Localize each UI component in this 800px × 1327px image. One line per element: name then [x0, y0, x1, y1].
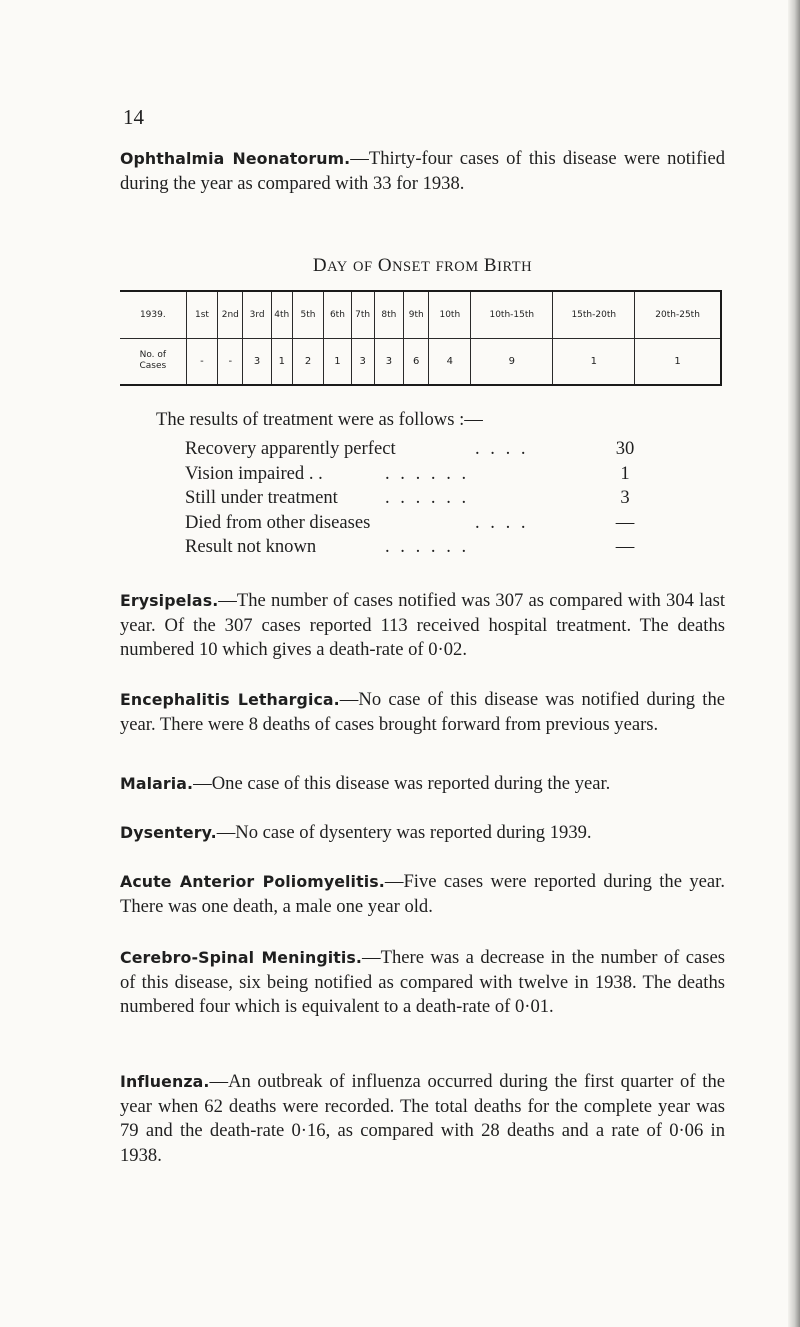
result-value: 30 — [615, 438, 635, 459]
table-data-row — [120, 338, 721, 385]
text-erysipelas: —The number of cases notified was 307 as compared with 304 last year. Of the 307 cases reported 113 received hospital treatment. The deaths numbered 10 which gives a death-rate of 0·02. — [120, 590, 725, 661]
text-influenza: —An outbreak of influenza occurred during the first quarter of the year when 62 deaths were recorded. The total deaths for the complete year was 79 and the death-rate 0·16, as compared with 28 deaths and a rate of 0·06 in 1938. — [120, 1071, 725, 1166]
value-cell: 6 — [404, 338, 429, 385]
result-leader-dots: . . . . . . — [385, 536, 470, 557]
heading-erysipelas: Erysipelas. — [120, 591, 219, 610]
results-row — [185, 463, 655, 488]
table-title: DAY OF ONSET FROM BIRTH — [312, 255, 533, 276]
heading-ophthalmia: Ophthalmia Neonatorum. — [120, 149, 351, 168]
value-cell: 9 — [471, 338, 553, 385]
value-cell: 1 — [553, 338, 635, 385]
result-value: — — [615, 511, 635, 533]
result-leader-dots: . . . . — [475, 438, 529, 459]
header-cell: 2nd — [218, 291, 243, 338]
page-edge-shadow — [788, 0, 800, 1327]
value-cell: 2 — [292, 338, 324, 385]
result-label: Died from other diseases — [185, 511, 371, 533]
text-dysentery: —No case of dysentery was reported during 1939. — [216, 822, 592, 843]
paragraph-malaria — [120, 772, 725, 797]
header-cell: 8th — [374, 291, 403, 338]
result-label: Vision impaired . . — [185, 462, 323, 484]
heading-dysentery: Dysentery. — [120, 823, 217, 842]
header-cell: 4th — [271, 291, 292, 338]
result-value: — — [615, 536, 635, 557]
header-cell: 5th — [292, 291, 324, 338]
value-cell: 4 — [429, 338, 471, 385]
page-number: 14 — [123, 105, 144, 129]
result-leader-dots: . . . . . . — [385, 462, 470, 484]
result-label: Still under treatment — [185, 487, 338, 508]
result-value: 1 — [620, 462, 630, 484]
result-leader-dots: . . . . — [475, 511, 529, 533]
heading-poliomyelitis: Acute Anterior Poliomyelitis. — [120, 872, 385, 891]
result-label: Recovery apparently perfect — [185, 438, 396, 459]
paragraph-influenza — [120, 1070, 725, 1168]
text-ophthalmia: —Thirty-four cases of this disease were notified during the year as compared with 33 for 1938. — [120, 148, 725, 194]
header-cell: 1939. — [120, 291, 186, 338]
row-label-cell: No. of Cases — [120, 338, 186, 385]
value-cell: 1 — [635, 338, 721, 385]
heading-meningitis: Cerebro-Spinal Meningitis. — [120, 948, 363, 967]
paragraph-ophthalmia — [120, 147, 725, 196]
result-leader-dots: . . . . . . — [385, 487, 470, 508]
result-label: Result not known — [185, 536, 317, 557]
heading-encephalitis: Encephalitis Lethargica. — [120, 690, 340, 709]
header-cell: 15th-20th — [553, 291, 635, 338]
results-intro: The results of treatment were as follows :— — [156, 409, 483, 430]
header-cell: 10th — [429, 291, 471, 338]
results-row — [185, 438, 655, 463]
value-cell: - — [186, 338, 218, 385]
text-poliomyelitis: —Five cases were reported during the year. There was one death, a male one year old. — [120, 871, 725, 917]
heading-influenza: Influenza. — [120, 1072, 210, 1091]
heading-malaria: Malaria. — [120, 774, 194, 793]
header-cell: 3rd — [243, 291, 271, 338]
table-header-row — [120, 291, 721, 338]
paragraph-dysentery — [120, 821, 725, 846]
text-meningitis: —There was a decrease in the number of cases of this disease, six being notified as compared with twelve in 1938. The deaths numbered four which is equivalent to a death-rate of 0·01. — [120, 947, 725, 1018]
paragraph-erysipelas — [120, 589, 725, 663]
header-cell: 10th-15th — [471, 291, 553, 338]
results-row — [185, 512, 655, 537]
header-cell: 6th — [324, 291, 351, 338]
text-encephalitis: —No case of this disease was notified during the year. There were 8 deaths of cases brought forward from previous years. — [120, 689, 726, 735]
paragraph-meningitis — [120, 946, 725, 1020]
paragraph-poliomyelitis — [120, 870, 725, 919]
header-cell: 7th — [351, 291, 374, 338]
paragraph-encephalitis — [120, 688, 725, 737]
onset-table — [120, 290, 722, 386]
text-malaria: —One case of this disease was reported during the year. — [193, 773, 611, 794]
header-cell: 20th-25th — [635, 291, 721, 338]
value-cell: 1 — [324, 338, 351, 385]
results-row — [185, 487, 655, 512]
value-cell: 1 — [271, 338, 292, 385]
header-cell: 9th — [404, 291, 429, 338]
value-cell: 3 — [374, 338, 403, 385]
results-list — [185, 438, 655, 561]
results-row — [185, 536, 655, 561]
value-cell: - — [218, 338, 243, 385]
value-cell: 3 — [351, 338, 374, 385]
result-value: 3 — [620, 487, 630, 508]
value-cell: 3 — [243, 338, 271, 385]
header-cell: 1st — [186, 291, 218, 338]
